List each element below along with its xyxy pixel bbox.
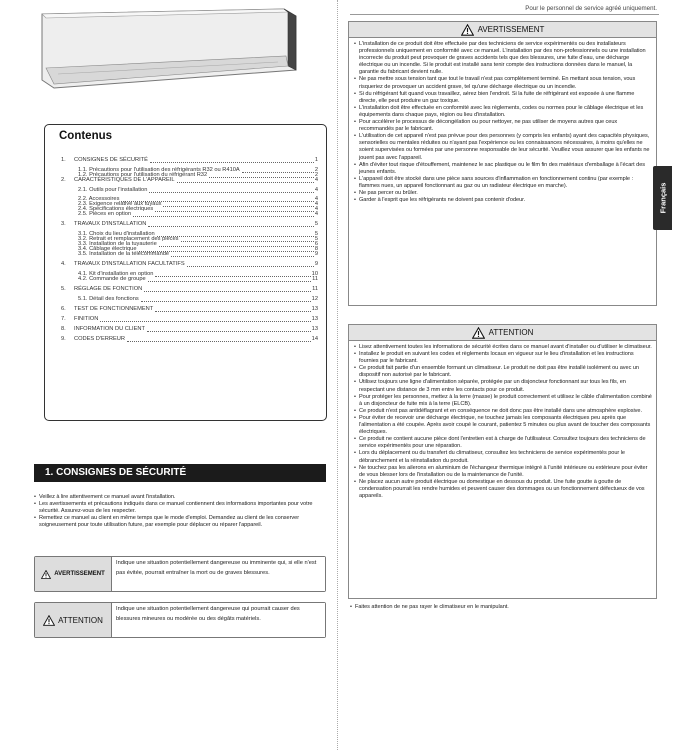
- toc-leader: [177, 181, 314, 183]
- toc-label: 3.5. Installation de la télécommande: [78, 251, 170, 257]
- language-tab[interactable]: [653, 166, 672, 230]
- toc-label: 1.2. Précautions pour l'utilisation du réfrigérant R32: [78, 172, 208, 178]
- toc-entry[interactable]: [61, 261, 318, 268]
- toc-leader: [133, 215, 314, 217]
- list-item: • Les avertissements et précautions indiqués dans ce manuel contiennent des informations importantes pour votre sécurité. Assurez-vous de les respecter.: [34, 501, 326, 515]
- toc-entry[interactable]: [78, 296, 318, 303]
- legend-caution-text: Indique une situation potentiellement dangereuse qui pourrait causer des blessures mineures ou modérée ou des dégâts matériels.: [111, 603, 325, 637]
- toc-label: 2.1. Outils pour l'installation: [78, 187, 148, 193]
- toc-label: 2.4. Spécifications électriques: [78, 206, 154, 212]
- list-item: • Pour accélérer le processus de décongélation ou pour nettoyer, ne pas utiliser de moyens autres que ceux recommandés par le fabricant.: [354, 119, 652, 133]
- toc-entry[interactable]: [61, 157, 318, 164]
- toc-page: 9: [314, 261, 318, 267]
- warning-list: [354, 41, 652, 204]
- toc-number: 3.: [61, 221, 66, 227]
- toc-number: 5.: [61, 286, 66, 292]
- list-item: • Garder à l'esprit que les réfrigérants ne doivent pas contenir d'odeur.: [354, 197, 652, 204]
- toc-entry[interactable]: [61, 336, 318, 343]
- contents-box: [44, 124, 327, 421]
- toc-entry[interactable]: [78, 187, 318, 194]
- toc-page: 13: [311, 316, 318, 322]
- toc-label: INFORMATION DU CLIENT: [74, 326, 145, 332]
- header-rule: [350, 14, 659, 15]
- list-item: • Installez le produit en suivant les codes et règlements locaux en vigueur sur le lieu d'installation et les instructions fournies par le fabricant.: [354, 351, 652, 365]
- toc-label: 3.4. Câblage électrique: [78, 246, 137, 252]
- warning-panel-title: AVERTISSEMENT: [477, 25, 545, 34]
- toc-leader: [150, 161, 314, 163]
- toc-leader: [187, 265, 314, 267]
- toc-label: 4.2. Commande de groupe: [78, 276, 146, 282]
- list-item: • Ce produit fait partie d'un ensemble formant un climatiseur. Le produit ne doit pas être installé isolément ou avec un dispositif non autorisé par le fabricant.: [354, 365, 652, 379]
- caution-panel-body: [348, 341, 657, 599]
- toc-page: 4: [314, 206, 318, 212]
- intro-list: [34, 494, 326, 529]
- toc-number: 6.: [61, 306, 66, 312]
- toc-entry[interactable]: [78, 276, 318, 283]
- warning-triangle-icon: [461, 24, 474, 36]
- toc-leader: [155, 310, 310, 312]
- toc-label: FINITION: [74, 316, 99, 322]
- column-divider: [337, 0, 338, 750]
- list-item: • Ce produit ne contient aucune pièce dont l'entretien est à charge de l'utilisateur. Consultez toujours des techniciens de service expérimentés pour une réparation.: [354, 436, 652, 450]
- air-conditioner-illustration: [38, 8, 300, 90]
- list-item: • Ce produit n'est pas antidéflagrant et en conséquence ne doit donc pas être installé dans une atmosphère explosive.: [354, 408, 652, 415]
- toc-entry[interactable]: [61, 306, 318, 313]
- list-item: • Pour éviter de recevoir une décharge électrique, ne touchez jamais les composants électriques peu après que l'alimentation a été coupée. Après avoir coupé le courant, patientez 5 minutes ou plus avant de toucher des composants électriques.: [354, 415, 652, 436]
- toc-page: 5: [314, 221, 318, 227]
- legend-caution: [34, 602, 326, 638]
- toc-leader: [141, 300, 311, 302]
- toc-entry[interactable]: [78, 211, 318, 218]
- toc-page: 4: [314, 201, 318, 207]
- legend-warning-text: Indique une situation potentiellement dangereuse ou imminente qui, si elle n'est pas évitée, pourrait entraîner la mort ou de graves blessures.: [111, 557, 325, 591]
- toc-leader: [148, 280, 311, 282]
- caution-list: [354, 344, 652, 500]
- toc-number: 8.: [61, 326, 66, 332]
- toc-page: 4: [314, 196, 318, 202]
- toc-leader: [148, 225, 313, 227]
- language-tab-label: Français: [658, 182, 667, 214]
- list-item: • Ne touchez pas les ailerons en aluminium de l'échangeur thermique intégré à l'unité intérieure ou extérieure pour éviter de vous blesser lors de l'installation ou de la maintenance de l'unité.: [354, 465, 652, 479]
- final-note: [350, 604, 655, 611]
- caution-panel-title: ATTENTION: [488, 328, 534, 337]
- warning-panel-body: [348, 38, 657, 306]
- toc-label: 2.2. Accessoires: [78, 196, 120, 202]
- toc-leader: [171, 255, 314, 257]
- list-item: • Pour protéger les personnes, mettez à la terre (masse) le produit correctement et utilisez le câble d'alimentation combiné à un disjoncteur de fuite mis à la terre (ELCB).: [354, 394, 652, 408]
- toc-page: 14: [311, 336, 318, 342]
- toc-label: 3.3. Installation de la tuyauterie: [78, 241, 157, 247]
- toc-page: 5: [314, 231, 318, 237]
- list-item: • L'installation de ce produit doit être effectuée par des techniciens de service expérimentés ou des installateurs professionnels uniquement en conformité avec ce manuel. L'installation par des non-professionnels ou une installation incorrecte du produit peut provoquer de graves accidents tels que des blessures, une fuite d'eau, une décharge électrique ou un incendie. Si le produit est installé sans tenir compte des instructions données dans le manuel, la garantie du fabricant devient nulle.: [354, 41, 652, 76]
- toc-entry[interactable]: [61, 316, 318, 323]
- toc-number: 2.: [61, 177, 66, 183]
- toc-page: 1: [314, 157, 318, 163]
- toc-leader: [144, 290, 311, 292]
- toc-page: 13: [311, 306, 318, 312]
- toc-label: CODES D'ERREUR: [74, 336, 126, 342]
- legend-caution-label: ATTENTION: [58, 615, 103, 625]
- caution-triangle-icon: [472, 327, 485, 339]
- toc-page: 10: [311, 271, 318, 277]
- list-item: • Lisez attentivement toutes les informations de sécurité écrites dans ce manuel avant d'installer ou d'utiliser le climatiseur.: [354, 344, 652, 351]
- toc-label: 5.1. Détail des fonctions: [78, 296, 139, 302]
- toc-page: 13: [311, 326, 318, 332]
- toc-page: 2: [314, 167, 318, 173]
- warning-triangle-icon: [41, 570, 51, 579]
- legend-warning-label: AVERTISSEMENT: [54, 571, 105, 577]
- list-item: • Faites attention de ne pas rayer le climatiseur en le manipulant.: [350, 604, 655, 611]
- list-item: • L'appareil doit être stocké dans une pièce sans sources d'inflammation en fonctionnement continu (par exemple : flammes nues, un appareil fonctionnant au gaz ou un radiateur électrique en marche).: [354, 176, 652, 190]
- toc-page: 6: [314, 241, 318, 247]
- toc-page: 4: [314, 177, 318, 183]
- warning-panel-header: [348, 21, 657, 38]
- toc-page: 4: [314, 211, 318, 217]
- list-item: • Afin d'éviter tout risque d'étouffement, maintenez le sac plastique ou le film fin des matériaux d'emballage à l'écart des jeunes enfants.: [354, 162, 652, 176]
- toc-label: 2.3. Exigence relative aux tuyaux: [78, 201, 162, 207]
- legend-warning: [34, 556, 326, 592]
- toc-entry[interactable]: [61, 177, 318, 184]
- toc-entry[interactable]: [61, 221, 318, 228]
- toc-label: TEST DE FONCTIONNEMENT: [74, 306, 154, 312]
- list-item: • Veillez à lire attentivement ce manuel avant l'installation.: [34, 494, 326, 501]
- list-item: • Utilisez toujours une ligne d'alimentation séparée, protégée par un disjoncteur fonctionnant sur tous les fils, en respectant une distance de 3 mm entre les contacts pour ce produit.: [354, 379, 652, 393]
- caution-triangle-icon: [43, 615, 55, 626]
- list-item: • Ne placez aucun autre produit électrique ou domestique en dessous du produit. Une fuite goutte à goutte de condensation pourrait les rendre humides et peuvent causer des dommages ou un fonctionnement défectueux de vos appareils.: [354, 479, 652, 500]
- list-item: • Ne pas mettre sous tension tant que tout le travail n'est pas complètement terminé. En mettant sous tension, vous risqueriez de provoquer un accident grave, tel qu'une décharge électrique ou un incendie.: [354, 76, 652, 90]
- toc-page: 4: [314, 187, 318, 193]
- toc-leader: [147, 330, 311, 332]
- toc-label: 2.5. Pièces en option: [78, 211, 132, 217]
- toc-label: 1.1. Précautions pour l'utilisation des réfrigérants R32 ou R410A: [78, 167, 240, 173]
- toc-page: 12: [311, 296, 318, 302]
- list-item: • L'utilisation de cet appareil n'est pas prévue pour des personnes (y compris les enfants) ayant des capacités physiques, sensorielles ou mentales réduites ou n'ayant pas l'expérience ou les connaissances nécessaires, à moins qu'elles ne soient supervisées ou formées par une personne responsable de leur sécurité. Veuillez vous assurer que les enfants ne jouent pas avec l'appareil.: [354, 133, 652, 161]
- legend-warning-tag: [35, 557, 111, 591]
- list-item: • Si du réfrigérant fuit quand vous travaillez, aérez bien l'endroit. Si la fuite de réfrigérant est exposée à une flamme directe, elle peut produire un gaz toxique.: [354, 91, 652, 105]
- toc-label: TRAVAUX D'INSTALLATION: [74, 221, 147, 227]
- toc-number: 9.: [61, 336, 66, 342]
- toc-page: 11: [312, 286, 318, 292]
- toc-label: CONSIGNES DE SÉCURITÉ: [74, 157, 148, 163]
- toc-entry[interactable]: [78, 251, 318, 258]
- contents-title: Contenus: [59, 130, 113, 142]
- toc-label: TRAVAUX D'INSTALLATION FACULTATIFS: [74, 261, 185, 267]
- toc-page: 5: [314, 236, 318, 242]
- toc-page: 9: [314, 251, 318, 257]
- toc-page: 8: [314, 246, 318, 252]
- toc-label: 3.2. Retrait et remplacement des pièces: [78, 236, 179, 242]
- toc-number: 1.: [61, 157, 66, 163]
- caution-panel-header: [348, 324, 657, 341]
- toc-leader: [127, 340, 311, 342]
- toc-page: 2: [314, 172, 318, 178]
- legend-caution-tag: [35, 603, 111, 637]
- toc-page: 11: [312, 276, 318, 282]
- section-heading: 1. CONSIGNES DE SÉCURITÉ: [34, 464, 326, 482]
- toc-entry[interactable]: [61, 286, 318, 293]
- list-item: • L'installation doit être effectuée en conformité avec les règlements, codes ou normes pour le câblage électrique et les équipements dans chaque pays, région ou lieu d'installation.: [354, 105, 652, 119]
- service-note: Pour le personnel de service agréé uniquement.: [525, 5, 657, 12]
- toc-label: CARACTÉRISTIQUES DE L'APPAREIL: [74, 177, 175, 183]
- list-item: • Lors du déplacement ou du transfert du climatiseur, consultez les techniciens de service expérimentés pour le débranchement et la réinstallation du produit.: [354, 450, 652, 464]
- toc-leader: [100, 320, 310, 322]
- toc-label: RÉGLAGE DE FONCTION: [74, 286, 143, 292]
- list-item: • Ne pas percer ou brûler.: [354, 190, 652, 197]
- toc-number: 4.: [61, 261, 66, 267]
- toc-leader: [149, 191, 313, 193]
- list-item: • Remettez ce manuel au client en même temps que le mode d'emploi. Demandez au client de les conserver soigneusement pour toute utilisation future, par exemple pour déplacer ou réparer l'appareil.: [34, 515, 326, 529]
- toc-label: 3.1. Choix du lieu d'installation: [78, 231, 155, 237]
- toc-entry[interactable]: [61, 326, 318, 333]
- toc-label: 4.1. Kit d'installation en option: [78, 271, 154, 277]
- toc-number: 7.: [61, 316, 66, 322]
